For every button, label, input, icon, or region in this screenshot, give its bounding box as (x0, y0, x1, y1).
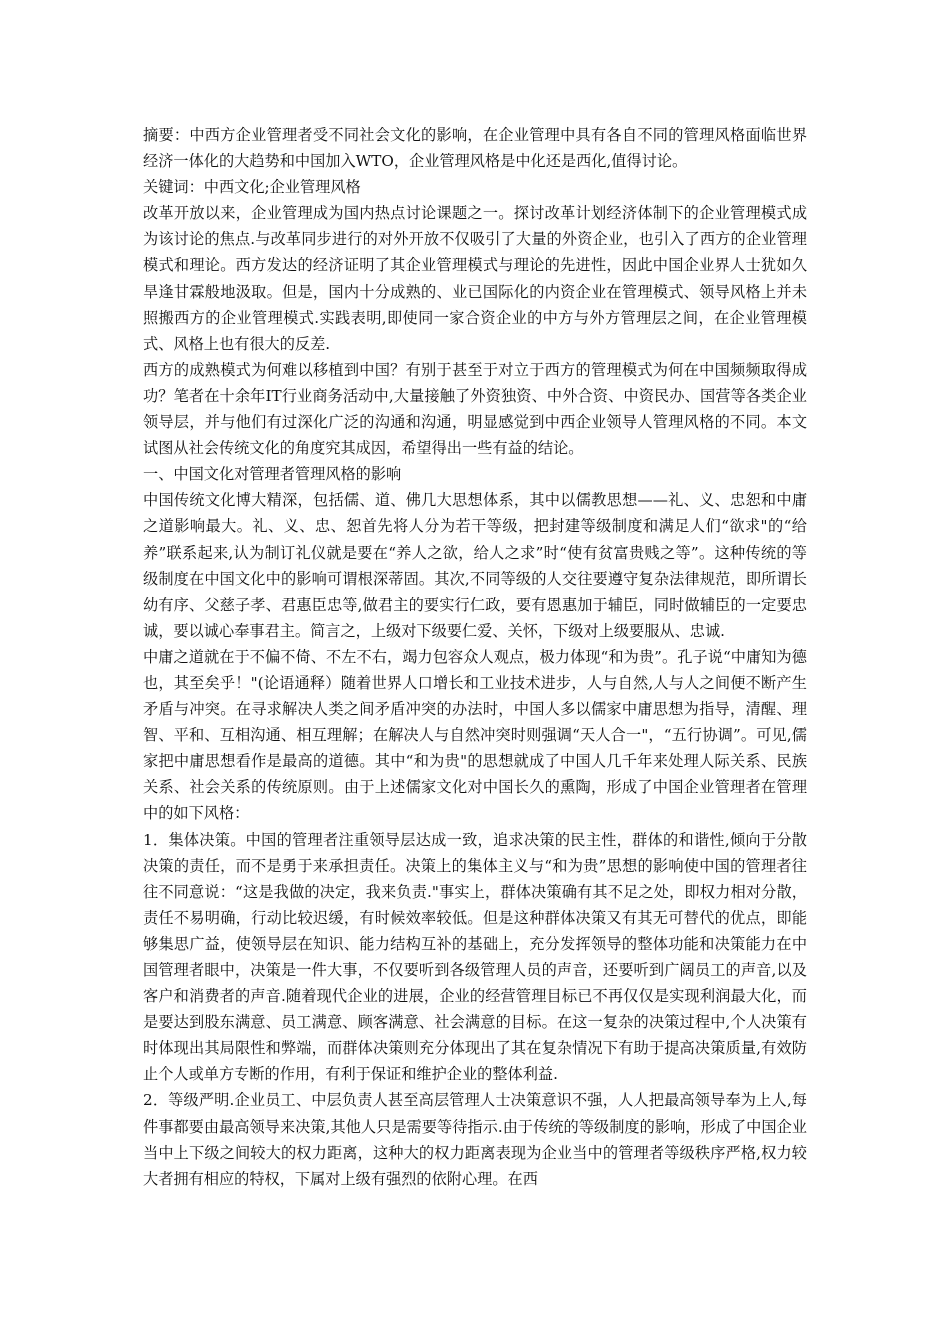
abstract-paragraph: 摘要：中西方企业管理者受不同社会文化的影响，在企业管理中具有各自不同的管理风格面临世界经济一体化的大趋势和中国加入WTO，企业管理风格是中化还是西化,值得讨论。 (143, 126, 807, 171)
list-item-paragraph: 2．等级严明.企业员工、中层负责人甚至高层管理人士决策意识不强，人人把最高领导奉为上人,每件事都要由最高领导来决策,其他人只是需要等待指示.由于传统的等级制度的影响，形成了中国企业当中上下级之间较大的权力距离，这种大的权力距离表现为企业当中的管理者等级秩序严格,权力较大者拥有相应的特权，下属对上级有强烈的依附心理。在西 (143, 1091, 807, 1188)
body-paragraph: 中庸之道就在于不偏不倚、不左不右，竭力包容众人观点，极力体现“和为贵”。孔子说“中庸知为德也，其至矣乎！"(论语通释）随着世界人口增长和工业技术进步，人与自然,人与人之间便不断产生矛盾与冲突。在寻求解决人类之间矛盾冲突的办法时，中国人多以儒家中庸思想为指导，清醒、理智、平和、互相沟通、相互理解；在解决人与自然冲突时则强调“天人合一"，“五行协调”。可见,儒家把中庸思想看作是最高的道德。其中“和为贵"的思想就成了中国人几千年来处理人际关系、民族关系、社会关系的传统原则。由于上述儒家文化对中国长久的熏陶，形成了中国企业管理者在管理中的如下风格： (143, 647, 807, 823)
list-item-paragraph: 1．集体决策。中国的管理者注重领导层达成一致，追求决策的民主性，群体的和谐性,倾向于分散决策的责任，而不是勇于来承担责任。决策上的集体主义与“和为贵”思想的影响使中国的管理者往往不同意说：“这是我做的决定，我来负责."事实上，群体决策确有其不足之处，即权力相对分散，责任不易明确，行动比较迟缓，有时候效率较低。但是这种群体决策又有其无可替代的优点，即能够集思广益，使领导层在知识、能力结构互补的基础上，充分发挥领导的整体功能和决策能力在中国管理者眼中，决策是一件大事，不仅要听到各级管理人员的声音，还要听到广阔员工的声音,以及客户和消费者的声音.随着现代企业的进展，企业的经营管理目标已不再仅仅是实现利润最大化，而是要达到股东满意、员工满意、顾客满意、社会满意的目标。在这一复杂的决策过程中,个人决策有时体现出其局限性和弊端，而群体决策则充分体现出了其在复杂情况下有助于提高决策质量,有效防止个人或单方专断的作用，有利于保证和维护企业的整体利益. (143, 830, 807, 1084)
document-body (143, 122, 807, 1192)
body-paragraph: 中国传统文化博大精深，包括儒、道、佛几大思想体系，其中以儒教思想——礼、义、忠恕和中庸之道影响最大。礼、义、忠、恕首先将人分为若干等级，把封建等级制度和满足人们“欲求"的“给养”联系起来,认为制订礼仪就是要在“养人之欲，给人之求”时“使有贫富贵贱之等”。这种传统的等级制度在中国文化中的影响可谓根深蒂固。其次,不同等级的人交往要遵守复杂法律规范，即所谓长幼有序、父慈子孝、君惠臣忠等,做君主的要实行仁政，要有恩惠加于辅臣，同时做辅臣的一定要忠诚，要以诚心奉事君主。简言之，上级对下级要仁爱、关怀，下级对上级要服从、忠诚. (143, 491, 807, 640)
body-paragraph: 西方的成熟模式为何难以移植到中国？有别于甚至于对立于西方的管理模式为何在中国频频取得成功？笔者在十余年IT行业商务活动中,大量接触了外资独资、中外合资、中资民办、国营等各类企业领导层，并与他们有过深化广泛的沟通和沟通，明显感觉到中西企业领导人管理风格的不同。本文试图从社会传统文化的角度究其成因，希望得出一些有益的结论。 (143, 360, 807, 458)
keywords-line: 关键词：中西文化;企业管理风格 (143, 178, 361, 197)
section-heading: 一、中国文化对管理者管理风格的影响 (143, 465, 402, 484)
body-paragraph: 改革开放以来，企业管理成为国内热点讨论课题之一。探讨改革计划经济体制下的企业管理模式成为该讨论的焦点.与改革同步进行的对外开放不仅吸引了大量的外资企业，也引入了西方的企业管理模式和理论。西方发达的经济证明了其企业管理模式与理论的先进性，因此中国企业界人士犹如久旱逢甘霖般地汲取。但是，国内十分成熟的、业已国际化的内资企业在管理模式、领导风格上并未照搬西方的企业管理模式.实践表明,即使同一家合资企业的中方与外方管理层之间，在企业管理模式、风格上也有很大的反差. (143, 204, 807, 353)
